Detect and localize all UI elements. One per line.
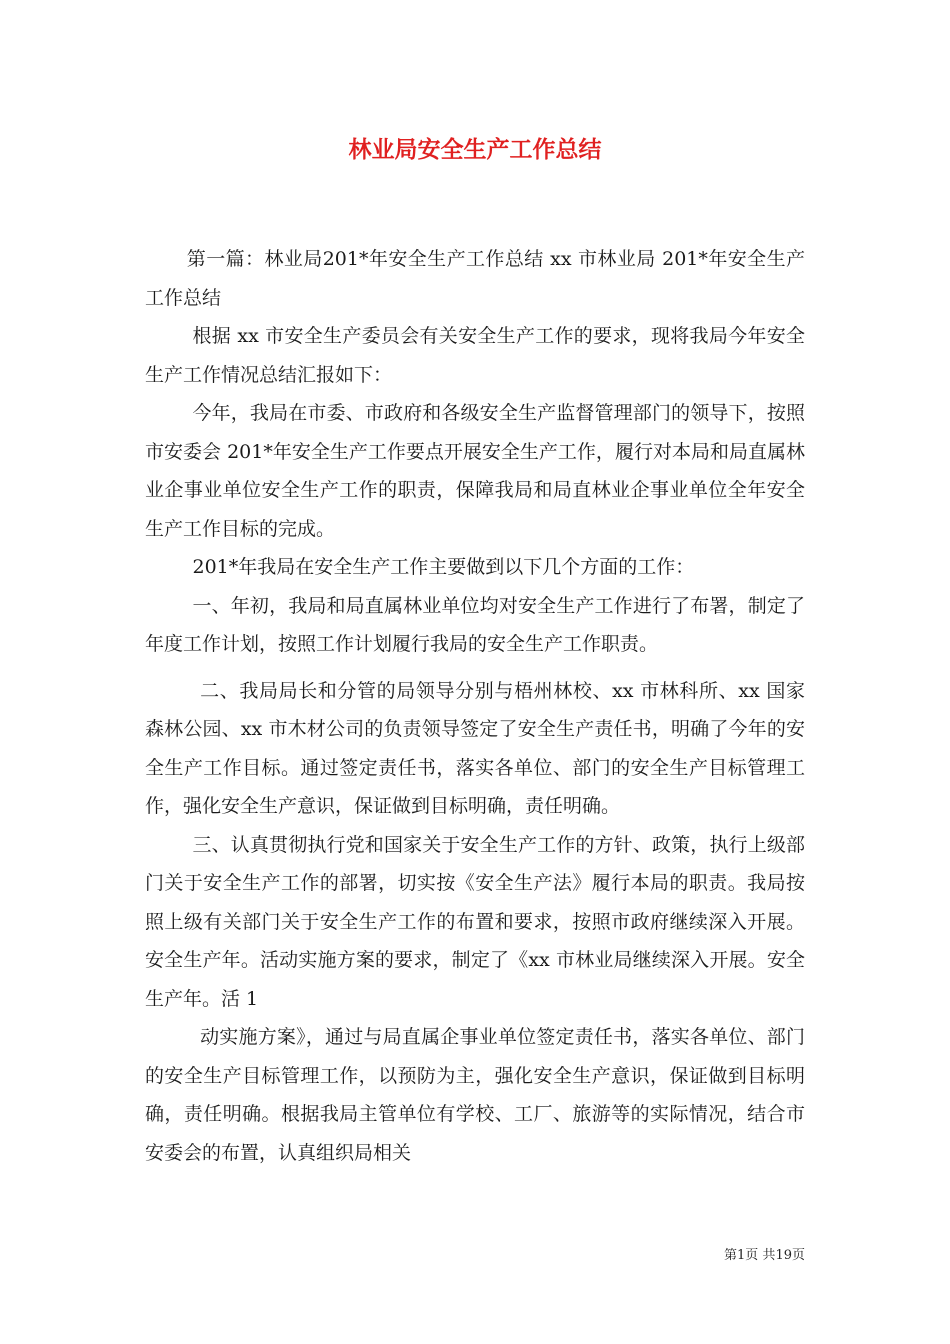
paragraph-1: 第一篇：林业局201*年安全生产工作总结 xx 市林业局 201*年安全生产工作总结 xyxy=(145,248,805,309)
document-title: 林业局安全生产工作总结 xyxy=(348,136,602,163)
paragraph-8: 动实施方案》，通过与局直属企事业单位签定责任书，落实各单位、部门的安全生产目标管理工作，以预防为主，强化安全生产意识，保证做到目标明确，责任明确。根据我局主管单位有学校、工厂、旅游等的实际情况，结合市安委会的布置，认真组织局相关 xyxy=(145,1026,805,1164)
paragraph-2: 根据 xx 市安全生产委员会有关安全生产工作的要求，现将我局今年安全生产工作情况总结汇报如下： xyxy=(145,325,805,386)
paragraph-3: 今年，我局在市委、市政府和各级安全生产监督管理部门的领导下，按照市安委会 201*年安全生产工作要点开展安全生产工作，履行对本局和局直属林业企事业单位安全生产工作的职责，保障我局和局直林业企事业单位全年安全生产工作目标的完成。 xyxy=(145,402,805,540)
paragraph-4: 201*年我局在安全生产工作主要做到以下几个方面的工作： xyxy=(192,556,695,578)
paragraph-6: 二、我局局长和分管的局领导分别与梧州林校、xx 市林科所、xx 国家森林公园、xx 市木材公司的负责领导签定了安全生产责任书，明确了今年的安全生产工作目标。通过签定责任书，落实各单位、部门的安全生产目标管理工作，强化安全生产意识，保证做到目标明确，责任明确。 xyxy=(145,679,805,817)
page-number-prefix: 第 xyxy=(724,1248,738,1263)
page-number-middle: 页 共 xyxy=(745,1248,776,1263)
paragraph-5: 一、年初，我局和局直属林业单位均对安全生产工作进行了布署，制定了年度工作计划，按照工作计划履行我局的安全生产工作职责。 xyxy=(145,594,805,655)
page-number-total: 19 xyxy=(775,1248,792,1263)
page-number xyxy=(145,1247,805,1265)
paragraph-7: 三、认真贯彻执行党和国家关于安全生产工作的方针、政策，执行上级部门关于安全生产工作的部署，切实按《安全生产法》履行本局的职责。我局按照上级有关部门关于安全生产工作的布置和要求，按照市政府继续深入开展。安全生产年。活动实施方案的要求，制定了《xx 市林业局继续深入开展。安全生产年。活 1 xyxy=(145,833,805,1010)
document-body xyxy=(145,240,805,1172)
page-number-suffix: 页 xyxy=(791,1248,805,1263)
page-number-current: 1 xyxy=(737,1248,746,1263)
